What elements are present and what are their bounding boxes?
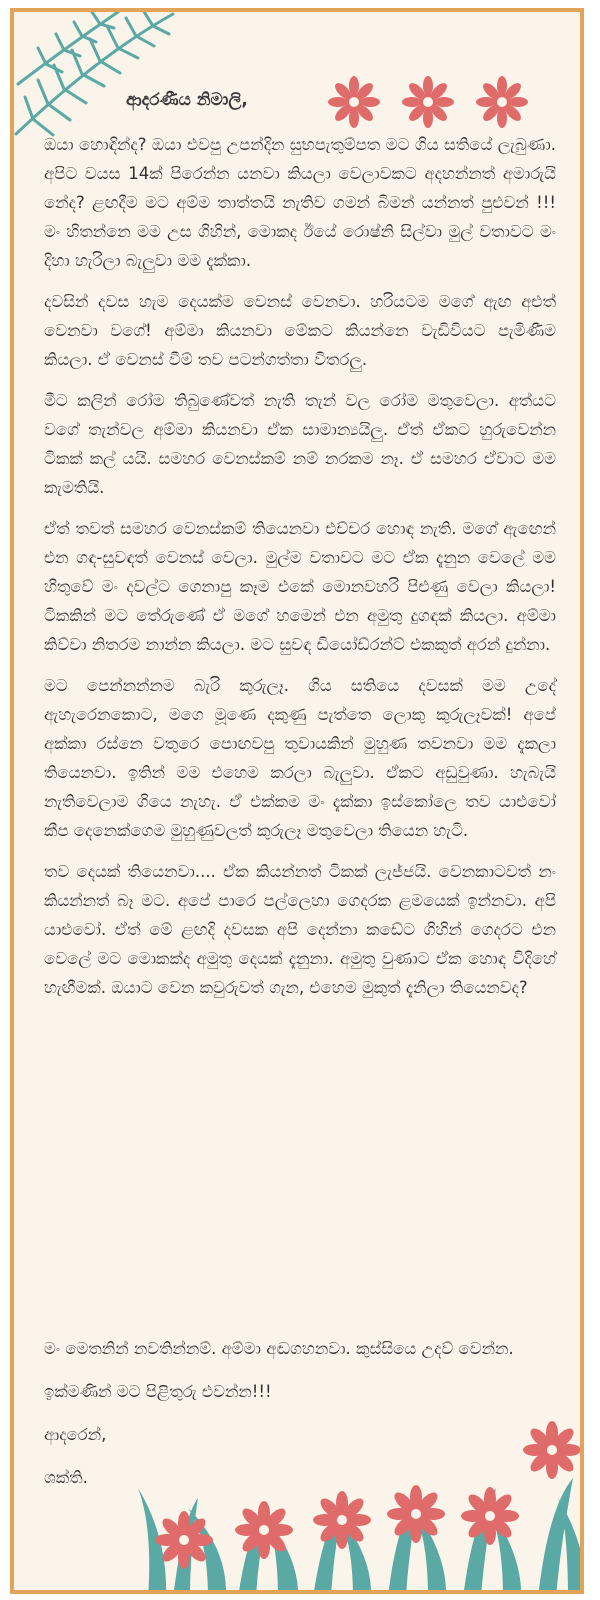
closing-signoff: ආදරෙන්,	[44, 1425, 107, 1444]
letter-body	[44, 130, 556, 1014]
fern-leaf-decoration	[10, 8, 208, 146]
closing-line: ඉක්මණින් මට පිළිතුරු එවන්න!!!	[44, 1382, 272, 1401]
letter-closing	[44, 1334, 556, 1506]
letter-paragraph: දවසින් දවස හැම දෙයක්ම වෙනස් වෙනවා. හරියටම මගේ ඇඟ අළුත් වෙනවා වගේ! අම්මා කියනවා මේකට කියන්නෙ වැඩිවියට පැමිණීම කියලා. ඒ වෙනස් වීම් තව පටන්ගත්තා විතරලු.	[44, 292, 556, 369]
closing-line: මං මෙතනින් නවතින්නම්. අම්මා අඬගහනවා. කුස්සියෙ උදව් වෙන්න.	[44, 1339, 514, 1358]
letter-greeting: ආදරණීය නිමාලි,	[126, 90, 248, 110]
closing-signature: ශක්ති.	[44, 1468, 88, 1487]
letter-paragraph: තව දෙයක් තියෙනවා.... ඒක කියන්නත් ටිකක් ලැජ්ජයි. වෙනකාටවත් නං කියන්නත් බෑ මට. අපේ පාරෙ පල්ලෙහා ගෙදරක ළමයෙක් ඉන්නවා. අපි යාළුවෝ. ඒත් මේ ළඟදි දවසක අපි දෙන්නා කඩේට ගිහින් ගෙදරට එන වෙලේ මට මොකක්ද අමුතු දෙයක් දැනුනා. අමුතු වුණාට ඒක හොඳ විදිහේ හැඟීමක්. ඔයාට වෙන කවුරුවත් ගැන, එහෙම මුකුත් දැනිලා තියෙනවද?	[44, 862, 556, 997]
letter-paragraph: ඔයා හොඳින්ද? ඔයා එවපු උපන්දින සුභපැතුම්පත මට ගිය සතියේ ලැබුණා. අපිට වයස 14ක් පිරෙන්න යනවා කියලා වෙලාවකට අදහන්නත් අමාරුයි නේද? ළඟදීම මට අම්ම තාත්තයි නැතිව ගමන් බිමන් යන්නත් පුළුවන් !!! මං හිතන්නෙ මම උස ගිහින්, මොකද ඊයේ රොෂ්නි සිල්වා මුල් වතාවට මං දිහා හැරිලා බැලුවා මම දැක්කා.	[44, 135, 556, 270]
letter-paragraph: මීට කලින් රෝම තිබුණේවත් නැති තැන් වල රෝම මතුවෙලා. අත්යට වගේ තැන්වල අම්මා කියනවා ඒක සාමාන්‍යයිලු. ඒත් ඒකට හුරුවෙන්න ටිකක් කල් යයි. සමහර වෙනස්කම් නම් නරකම නෑ. ඒ සමහර ඒවාට මම කැමතියි.	[44, 391, 556, 497]
letter-paragraph: ඒත් තවත් සමහර වෙනස්කම් තියෙනවා එච්චර හොඳ නැති. මගේ ඇඟෙන් එන ගඳ-සුවඳත් වෙනස් වෙලා. මුල්ම වතාවට මට ඒක දැනුන වෙලේ මම හිතුවේ මං දවල්ට ගෙනාපු කෑම එකේ මොනවහරි පිළුණු වෙලා කියලා! ටිකකින් මට තේරුණේ ඒ මගේ හමෙන් එන අමුතු දුගඳක් කියලා. අම්මා කිව්වා නිතරම නාන්න කියලා. මට සුවඳ ඩියෝඩ්රන්ට් එකකුත් අරන් දුන්නා.	[44, 519, 556, 654]
letter-paragraph: මට පෙන්නන්නම බැරි කුරුලෑ. ගිය සතියෙ දවසක් මම උදේ ඇහැරෙනකොට, මගෙ මූණෙ දකුණු පැත්තෙ ලොකු කුරුලෑවක්! අපේ අක්කා රස්නෙ වතුරෙ පොඟවපු තුවායකින් මුහුණ තවනවා මම දැකලා තියෙනවා. ඉතින් මම එහෙම කරලා බැලුවා. ඒකට අඩුවුණා. හැබැයි නැතිවෙලාම ගියෙ නැහැ. ඒ එක්කම මං දැක්කා ඉස්කෝලෙ තව යාළුවෝ කීප දෙනෙක්ගෙම මුහුණුවලත් කුරුලෑ මතුවෙලා තියෙන හැටි.	[44, 676, 556, 840]
letter-card	[10, 8, 584, 1594]
